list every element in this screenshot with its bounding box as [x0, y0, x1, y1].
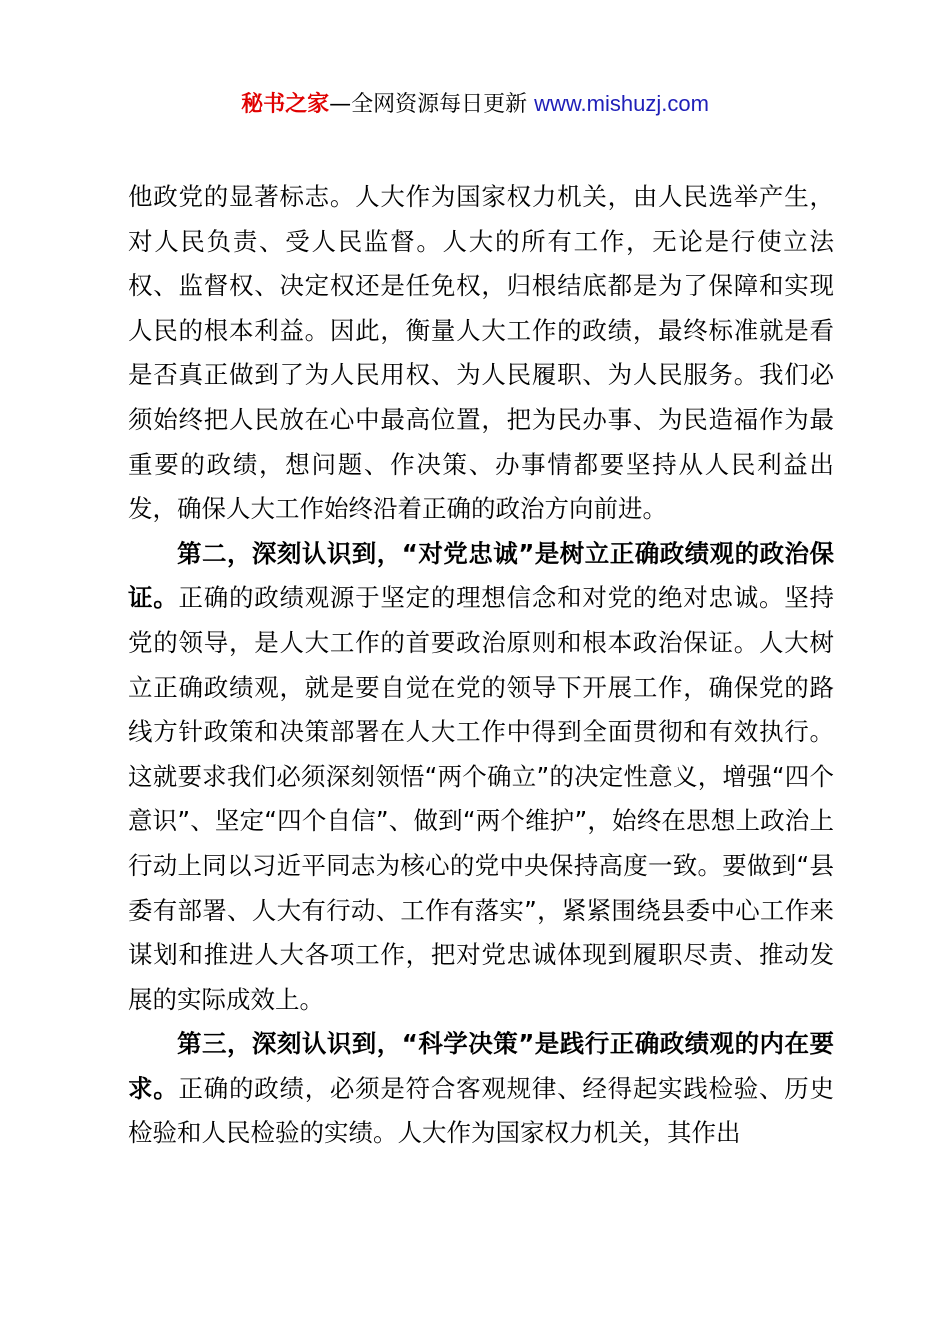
paragraph-continuation: [128, 175, 834, 532]
paragraph-lead: 第二，深刻认识到，“对党忠诚”是树立正确政绩观的政治保证。: [128, 538, 834, 613]
paragraph-text: 他政党的显著标志。人大作为国家权力机关，由人民选举产生，对人民负责、受人民监督。人大的所有工作，无论是行使立法权、监督权、决定权还是任免权，归根结底都是为了保障和实现人民的根本利益。因此，衡量人大工作的政绩，最终标准就是看是否真正做到了为人民用权、为人民履职、为人民服务。我们必须始终把人民放在心中最高位置，把为民办事、为民造福作为最重要的政绩，想问题、作决策、办事情都要坚持从人民利益出发，确保人大工作始终沿着正确的政治方向前进。: [128, 182, 834, 524]
paragraph-lead: 第三，深刻认识到，“科学决策”是践行正确政绩观的内在要求。: [128, 1029, 834, 1103]
document-body: [128, 175, 834, 1156]
site-tagline: —全网资源每日更新: [329, 92, 535, 117]
paragraph-second: [128, 532, 834, 1023]
paragraph-text: 正确的政绩观源于坚定的理想信念和对党的绝对忠诚。坚持党的领导，是人大工作的首要政治原则和根本政治保证。人大树立正确政绩观，就是要自觉在党的领导下开展工作，确保党的路线方针政策和决策部署在人大工作中得到全面贯彻和有效执行。这就要求我们必须深刻领悟“两个确立”的决定性意义，增强“四个意识”、坚定“四个自信”、做到“两个维护”，始终在思想上政治上行动上同以习近平同志为核心的党中央保持高度一致。要做到“县委有部署、人大有行动、工作有落实”，紧紧围绕县委中心工作来谋划和推进人大各项工作，把对党忠诚体现到履职尽责、推动发展的实际成效上。: [128, 583, 835, 1014]
site-url[interactable]: www.mishuzj.com: [534, 91, 709, 116]
paragraph-text: 正确的政绩，必须是符合客观规律、经得起实践检验、历史检验和人民检验的实绩。人大作为国家权力机关，其作出: [128, 1073, 835, 1148]
site-header: [0, 86, 950, 123]
paragraph-third: [128, 1022, 834, 1156]
site-brand: 秘书之家: [241, 92, 330, 117]
